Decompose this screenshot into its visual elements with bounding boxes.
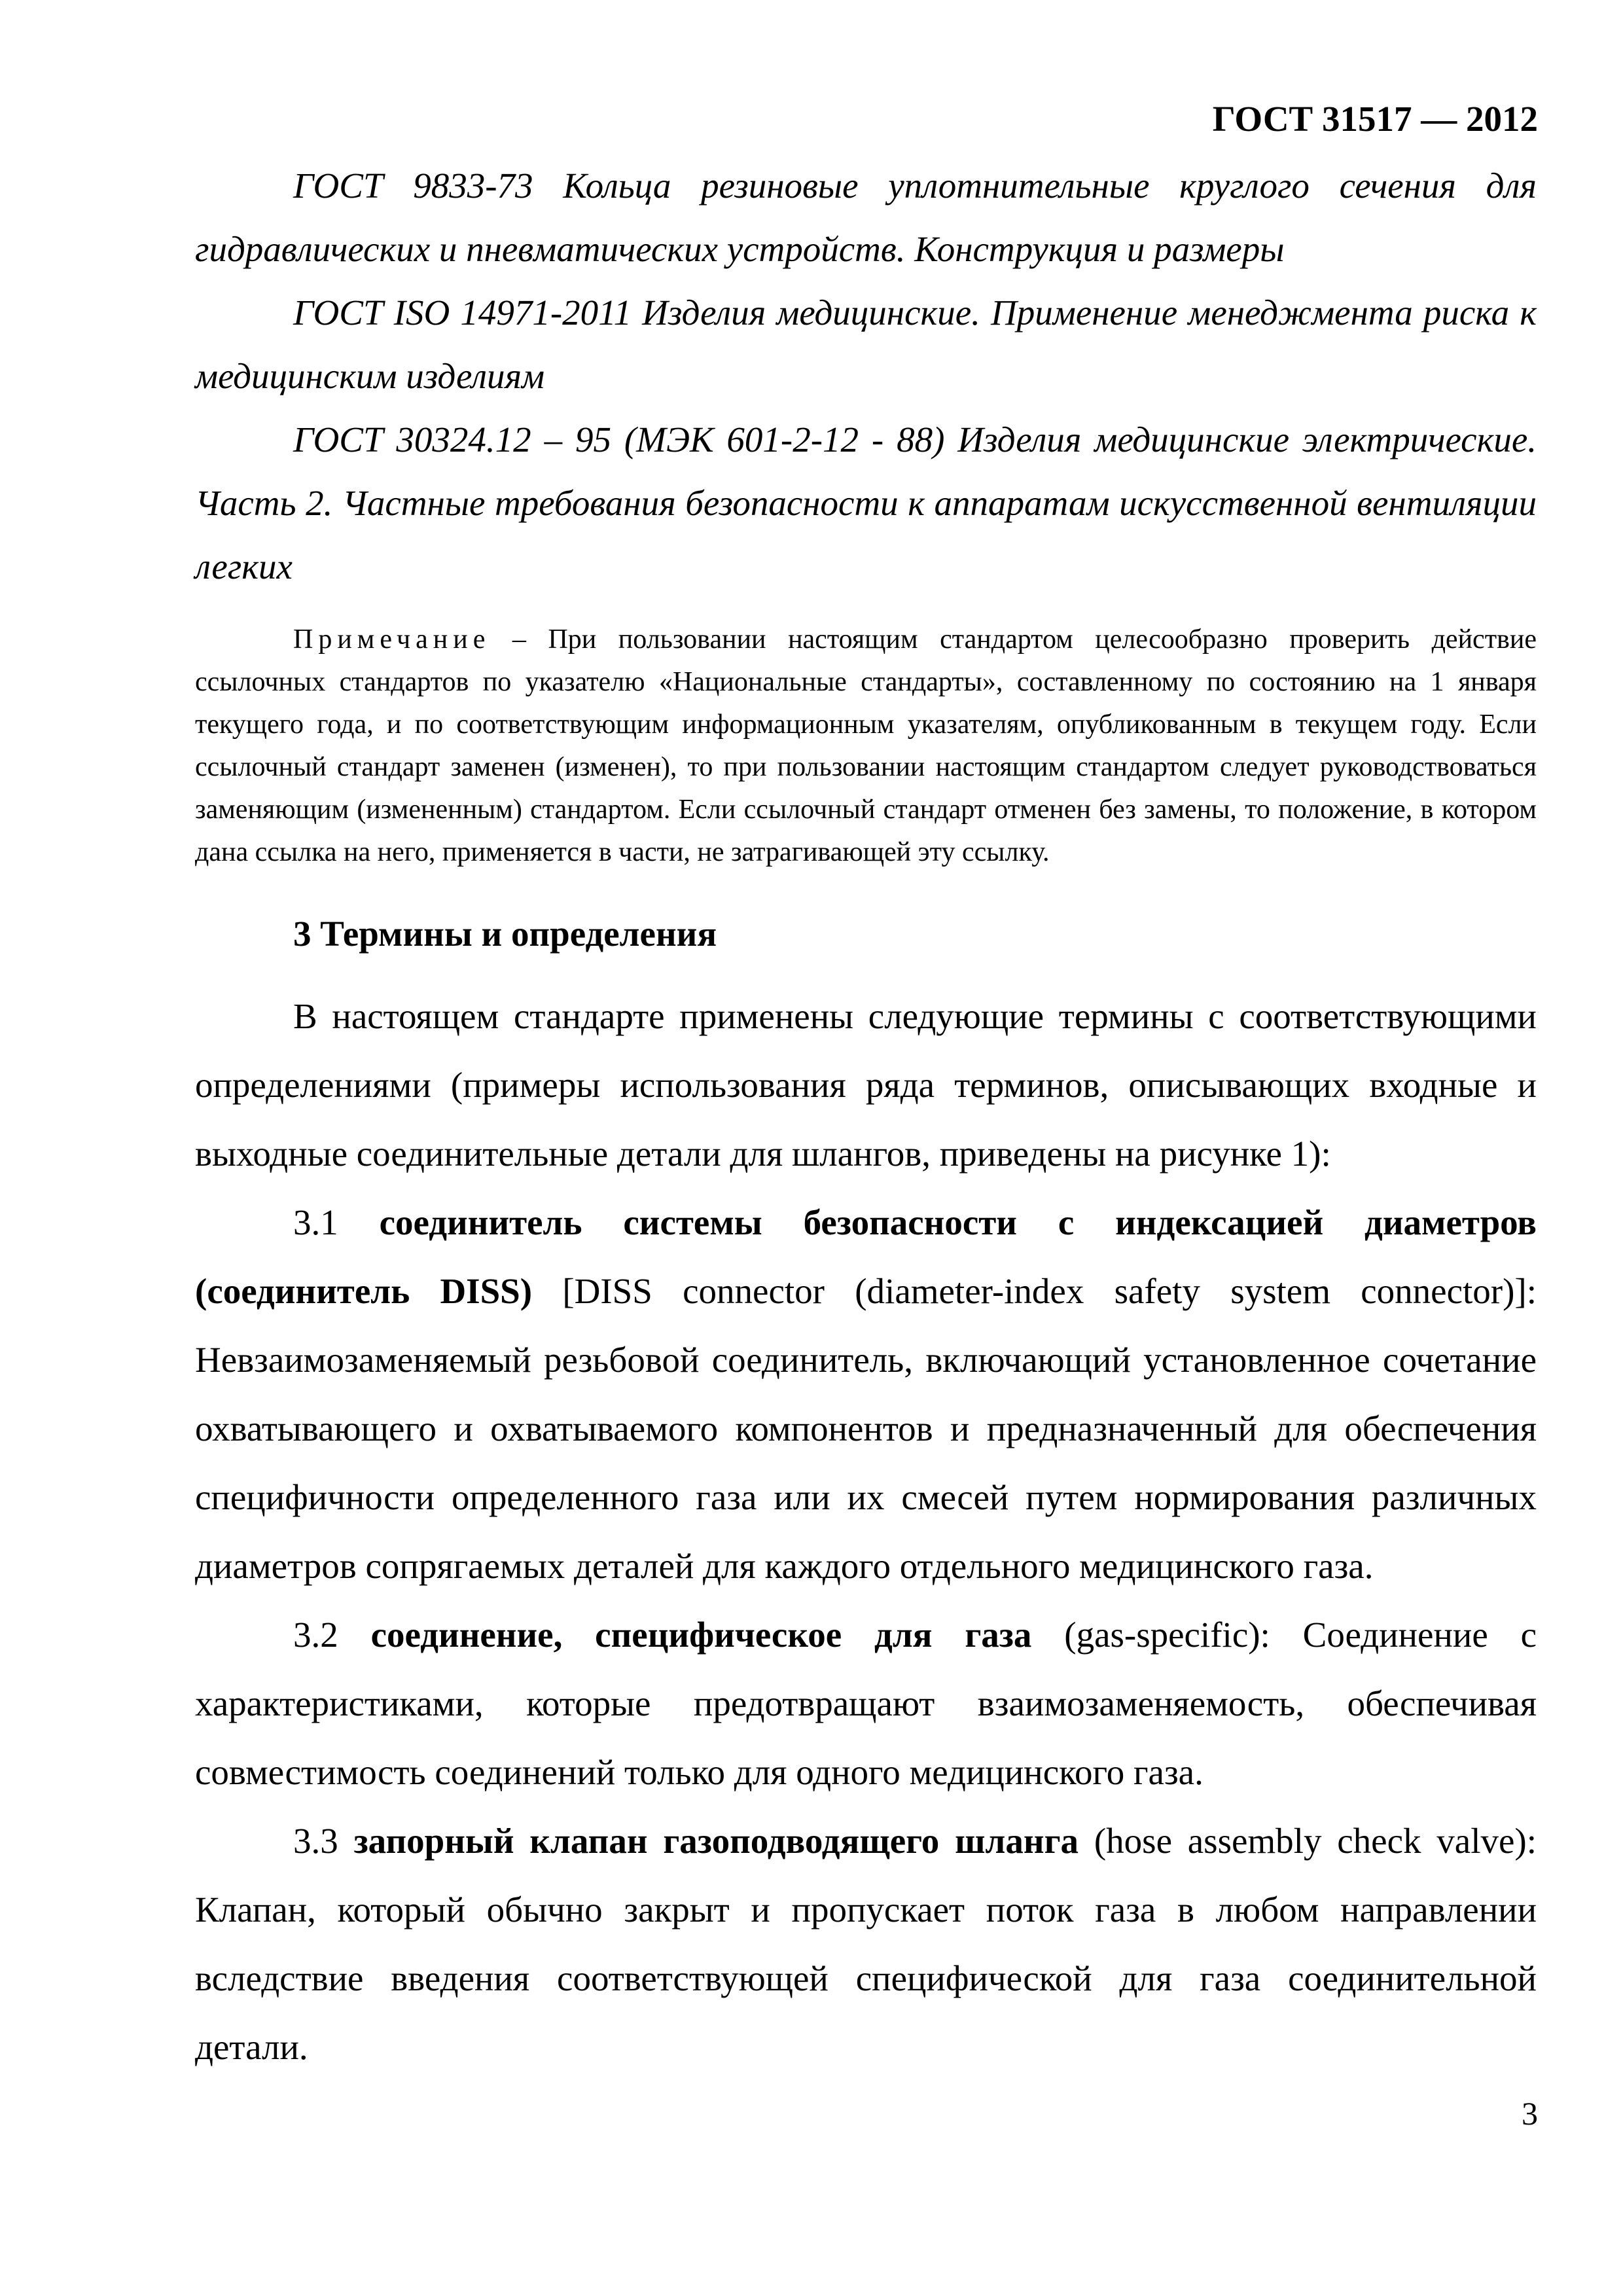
section-body bbox=[195, 982, 1537, 2081]
term-number: 3.1 bbox=[293, 1202, 380, 1242]
normative-references bbox=[195, 154, 1537, 598]
note-label: Примечание bbox=[293, 624, 491, 655]
term-number: 3.3 bbox=[293, 1821, 354, 1861]
note-text: – При пользовании настоящим стандартом целесообразно проверить действие ссылочных стандартов по указателю «Национальные стандарты», составленному по состоянию на 1 января текущего года, и по соответствующим информационным указателям, опубликованным в текущем году. Если ссылочный стандарт заменен (изменен), то при пользовании настоящим стандартом следует руководствоваться заменяющим (измененным) стандартом. Если ссылочный стандарт отменен без замены, то положение, в котором дана ссылка на него, применяется в части, не затрагивающей эту ссылку. bbox=[195, 624, 1537, 867]
term-entry bbox=[195, 1806, 1537, 2081]
term-definition: [DISS connector (diameter-index safety system connector)]: Невзаимозаменяемый резьбовой соединитель, включающий установленное сочетание охватывающего и охватываемого компонентов и предназначенный для обеспечения специфичности определенного газа или их смесей путем нормирования различных диаметров сопрягаемых деталей для каждого отдельного медицинского газа. bbox=[195, 1271, 1537, 1586]
section-title: 3 Термины и определения bbox=[293, 914, 717, 954]
term-name: запорный клапан газоподводящего шланга bbox=[353, 1821, 1079, 1861]
section-intro: В настоящем стандарте применены следующие термины с соответствующими определениями (примеры использования ряда терминов, описывающих входные и выходные соединительные детали для шлангов, приведены на рисунке 1): bbox=[195, 996, 1537, 1174]
note-block bbox=[195, 619, 1537, 874]
term-definition: (hose assembly check valve): Клапан, который обычно закрыт и пропускает поток газа в любом направлении вследствие введения соответствующей специфической для газа соединительной детали. bbox=[195, 1821, 1537, 2067]
reference-item: ГОСТ 9833-73 Кольца резиновые уплотнительные круглого сечения для гидравлических и пневматических устройств. Конструкция и размеры bbox=[195, 166, 1537, 269]
page-number: 3 bbox=[1522, 2095, 1538, 2132]
document-header: ГОСТ 31517 — 2012 bbox=[1212, 99, 1538, 139]
term-name: соединитель системы безопасности с индексацией диаметров (соединитель DISS) bbox=[195, 1202, 1537, 1311]
term-entry bbox=[195, 1188, 1537, 1600]
reference-item: ГОСТ 30324.12 – 95 (МЭК 601-2-12 - 88) Изделия медицинские электрические. Часть 2. Частные требования безопасности к аппаратам искусственной вентиляции легких bbox=[195, 420, 1537, 586]
term-number: 3.2 bbox=[293, 1615, 371, 1655]
note-paragraph bbox=[195, 619, 1537, 874]
reference-item: ГОСТ ISO 14971-2011 Изделия медицинские. Применение менеджмента риска к медицинским изделиям bbox=[195, 293, 1537, 396]
term-entry bbox=[195, 1600, 1537, 1806]
term-definition: (gas-specific): Соединение с характеристиками, которые предотвращают взаимозаменяемость, обеспечивая совместимость соединений только для одного медицинского газа. bbox=[195, 1615, 1537, 1792]
term-name: соединение, специфическое для газа bbox=[370, 1615, 1032, 1655]
